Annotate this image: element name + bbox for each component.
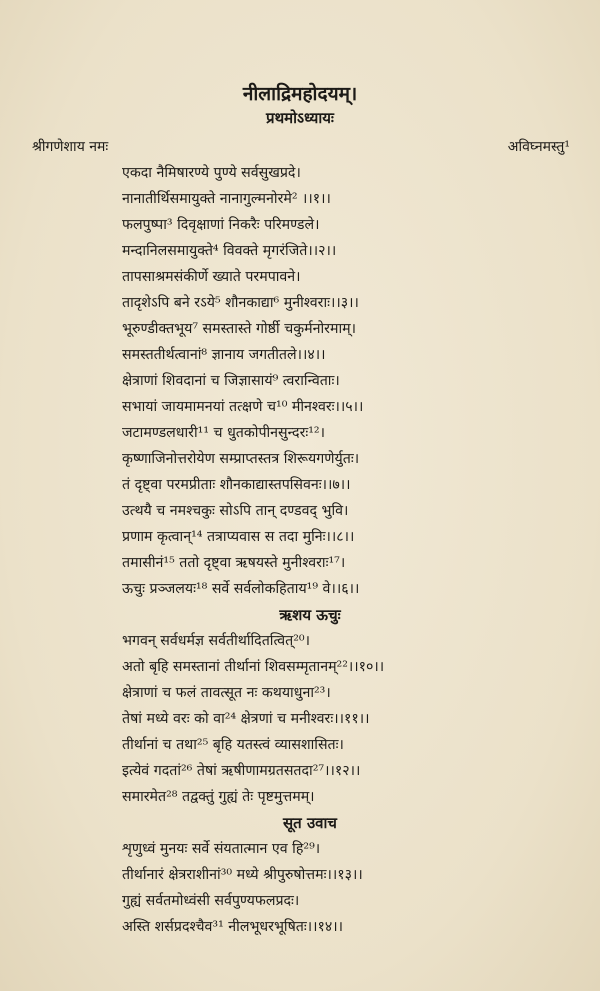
invocation-right: अविघ्नमस्तु¹ [507,139,570,155]
verse-line: समस्ततीर्थत्वानां⁸ ज्ञानाय जगतीतले।।४।। [122,347,326,363]
verse-line: शृणुध्वं मुनयः सर्वे संयतात्मान एव हि²⁹। [122,841,321,857]
verse-line: कृष्णाजिनोत्तरोयेण सम्प्राप्तस्तत्र शिरूयगणेर्युतः। [122,451,360,467]
section-heading-rishaya: ऋशय ऊचुः [279,606,341,624]
verse-line: नानातीर्थिसमायुक्ते नानागुल्मनोरमे² ।।१।। [122,191,331,207]
verse-line: एकदा नैमिषारण्ये पुण्ये सर्वसुखप्रदे। [122,165,301,181]
verse-line: ऊचुः प्रञ्जलयः¹⁸ सर्वे सर्वलोकहिताय¹⁹ वे।।६।। [122,581,360,597]
verse-line: तमासीनं¹⁵ ततो दृष्ट्वा ऋषयस्ते मुनीश्वराः¹⁷। [122,555,346,571]
verse-line: सभायां जायमामनयां तत्क्षणे च¹⁰ मीनश्वरः।।५।। [122,399,364,415]
verse-line: गुह्यं सर्वतमोध्वंसी सर्वपुण्यफलप्रदः। [122,893,300,909]
verse-line: प्रणाम कृत्वान्¹⁴ तत्राप्यवास स तदा मुनिः।।८।। [122,529,355,545]
verse-line: इत्येवं गदतां²⁶ तेषां ऋषीणामग्रतसतदा²⁷।।१२।। [122,763,361,779]
verse-line: जटामण्डलधारी¹¹ च धुतकोपीनसुन्दरः¹²। [122,425,325,441]
verse-line: मन्दानिलसमायुक्ते⁴ विवक्ते मृगरंजिते।।२।। [122,243,337,259]
verse-line: समारमेत²⁸ तद्वक्तुं गुह्यं तेः पृष्टमुत्तमम्। [122,789,315,805]
verse-line: भूरुण्डीक्तभूय⁷ समस्तास्ते गोर्ष्ठी चकुर्मनोरमाम्। [122,321,356,337]
verse-line: तापसाश्रमसंकीर्णे ख्याते परमपावने। [122,269,301,285]
verse-line: अस्ति शर्सप्रदश्चैव³¹ नीलभूधरभूषितः।।१४।। [122,919,344,935]
verse-line: क्षेत्राणां शिवदानां च जिज्ञासायं⁹ त्वरान्विताः। [122,373,340,389]
verse-line: तेषां मध्ये वरः को वा²⁴ क्षेत्रणां च मनीश्वरः।।११।। [122,711,370,727]
verse-line: उत्थयै च नमश्चकुः सोऽपि तान् दण्डवद् भुवि। [122,503,349,519]
page-title: नीलाद्रिमहोदयम्। [242,83,358,105]
verse-line: तीर्थानारं क्षेत्रराशीनां³⁰ मध्ये श्रीपुरुषोत्तमः।।१३।। [122,867,363,883]
verse-line: क्षेत्राणां च फलं तावत्सूत नः कथयाधुना²³। [122,685,331,701]
verse-line: भगवन् सर्वधर्मज्ञ सर्वतीर्थादितत्वित्²⁰। [122,633,310,649]
verse-block [122,160,580,940]
verse-line: तं दृष्ट्वा परमप्रीताः शौनकाद्यास्तपसिवनः।।७।। [122,477,351,493]
verse-line: फलपुष्पा³ दिवृक्षाणां निकरैः परिमण्डले। [122,217,320,233]
invocation-left: श्रीगणेशाय नमः [32,139,109,155]
verse-line: तीर्थानां च तथा²⁵ बृहि यतस्त्वं व्यासशासितः। [122,737,344,753]
verse-line: तादृशेऽपि बने रऽये⁵ शौनकाद्या⁶ मुनीश्वराः।।३।। [122,295,359,311]
verse-line: अतो बृहि समस्तानां तीर्थानां शिवसम्मृतानम्²²।।१०।। [122,659,385,675]
chapter-title: प्रथमोऽध्यायः [266,109,334,127]
section-heading-suta: सूत उवाच [283,814,337,832]
